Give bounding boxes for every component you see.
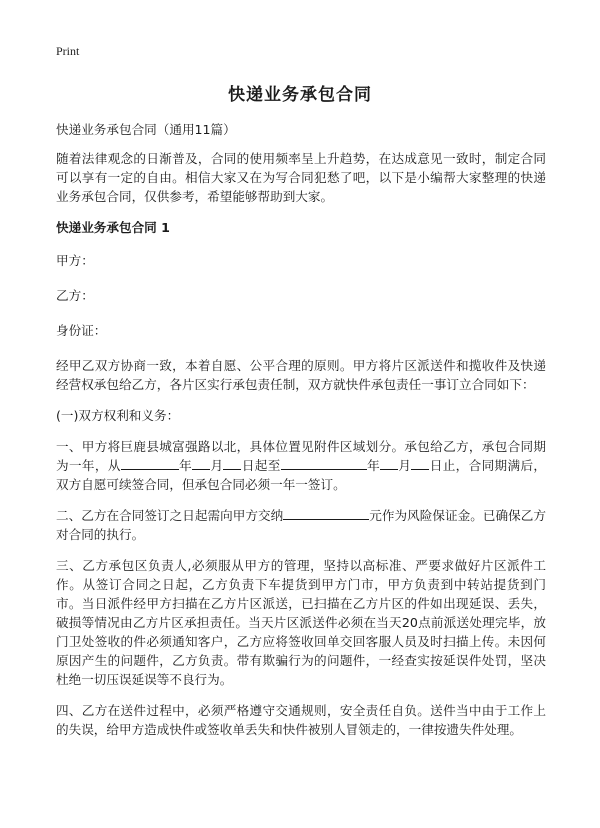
year-label: 年 xyxy=(178,458,193,473)
rights-heading: (一)双方权利和义务： xyxy=(56,408,180,423)
document-subtitle: 快递业务承包合同（通用11篇） xyxy=(56,122,236,137)
start-day-blank xyxy=(223,456,241,470)
start-month-blank xyxy=(192,456,210,470)
end-year-blank xyxy=(281,456,367,470)
day-from-label: 日起至 xyxy=(241,458,281,473)
print-label: Print xyxy=(56,44,80,58)
month-label: 月 xyxy=(210,458,224,473)
intro-paragraph: 随着法律观念的日渐普及，合同的使用频率呈上升趋势，在达成意见一致时，制定合同可以享有一定的自由。相信大家又在为写合同犯愁了吧，以下是小编帮大家整理的快递业务承包合同，仅供参考，希望能够帮助到大家。 xyxy=(56,151,546,204)
clause-2 xyxy=(56,506,546,544)
month-label: 月 xyxy=(398,458,412,473)
clause-2-text: 二、乙方在合同签订之日起需向甲方交纳 xyxy=(56,508,284,523)
preamble-paragraph: 经甲乙双方协商一致，本着自愿、公平合理的原则。甲方将片区派送件和揽收件及快递经营权承包给乙方，各片区实行承包责任制，双方就快件承包责任一事订立合同如下： xyxy=(56,358,546,392)
section-heading: 快递业务承包合同 1 xyxy=(56,220,170,235)
start-year-blank xyxy=(121,456,179,470)
end-month-blank xyxy=(380,456,398,470)
document-body xyxy=(56,120,546,751)
party-a-field: 甲方： xyxy=(56,253,94,268)
deposit-amount-blank xyxy=(283,506,369,520)
id-field: 身份证： xyxy=(56,323,107,338)
clause-4: 四、乙方在送件过程中，必须严格遵守交通规则，安全责任自负。送件当中由于工作上的失误，给甲方造成快件或签收单丢失和快件被别人冒领走的，一律按遗失件处理。 xyxy=(56,703,546,737)
clause-3: 三、乙方承包区负责人,必须服从甲方的管理，坚持以高标准、严要求做好片区派件工作。从签订合同之日起，乙方负责下车提货到甲方门市，甲方负责到中转站提货到门市。当日派件经甲方扫描在乙方片区派送，已扫描在乙方片区的件如出现延误、丢失，破损等情况由乙方片区承担责任。当天片区派送件必须在当天20点前派送处理完毕，放门卫处签收的件必须通知客户，乙方应将签收回单交回客服人员及时扫描上传。未因何原因产生的问题件，乙方负责。带有欺骗行为的问题件，一经查实按延误件处罚，坚决杜绝一切压误延误等不良行为。 xyxy=(56,558,546,687)
clause-1 xyxy=(56,437,546,494)
document-title: 快递业务承包合同 xyxy=(228,85,372,105)
party-b-field: 乙方： xyxy=(56,288,94,303)
day-end-label: 日止，合同期满后，双方自愿可续签合同，但承包合同必须一年一签订。 xyxy=(56,458,547,492)
year-label: 年 xyxy=(366,458,381,473)
clause-2-text-end: 元作为风险保证金。已确保乙方对合同的执行。 xyxy=(56,508,546,542)
end-day-blank xyxy=(411,456,429,470)
clause-1-text: 一、甲方将巨鹿县城富强路以北，具体位置见附件区域划分。承包给乙方，承包合同期为一年，从 xyxy=(56,439,546,473)
